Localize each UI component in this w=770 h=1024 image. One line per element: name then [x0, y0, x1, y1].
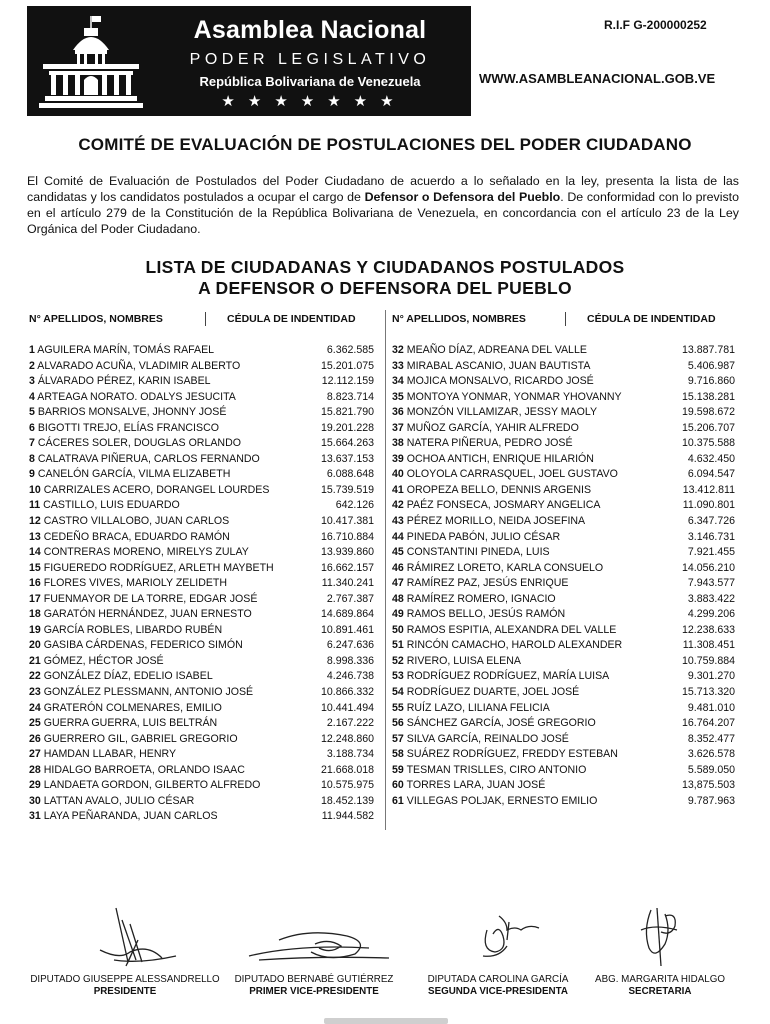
candidate-number: 35 [392, 390, 404, 403]
candidate-number: 41 [392, 483, 404, 496]
candidate-row [392, 374, 735, 390]
candidate-id-number: 8.352.477 [687, 732, 735, 745]
candidate-id-number: 13.939.860 [320, 546, 374, 559]
candidate-id-number: 10.759.884 [681, 654, 735, 667]
candidate-row [29, 809, 374, 825]
candidate-number: 15 [29, 561, 41, 574]
candidate-row [392, 436, 735, 452]
candidate-number: 45 [392, 546, 404, 559]
candidate-id-number: 10.866.332 [320, 686, 374, 699]
candidate-id-number: 9.481.010 [687, 701, 735, 714]
candidate-number: 11 [29, 499, 41, 512]
candidate-row [29, 747, 374, 763]
candidate-name: RODRÍGUEZ RODRÍGUEZ, MARÍA LUISA [406, 670, 610, 683]
candidate-name: RAMÍREZ PAZ, JESÚS ENRIQUE [406, 577, 569, 590]
candidate-name: LANDAETA GORDON, GILBERTO ALFREDO [43, 779, 261, 792]
candidate-row [392, 763, 735, 779]
candidate-row [29, 452, 374, 468]
candidate-number: 8 [29, 452, 35, 465]
candidate-id-number: 11.308.451 [682, 639, 735, 652]
candidate-id-number: 3.146.731 [687, 530, 735, 543]
candidate-row [29, 514, 374, 530]
candidate-row [392, 467, 735, 483]
candidate-name: CONSTANTINI PINEDA, LUIS [406, 546, 550, 559]
candidate-id-number: 15.739.519 [320, 483, 374, 496]
candidate-list-right [392, 343, 735, 809]
candidate-id-number: 10.375.588 [681, 437, 735, 450]
candidate-id-number: 15.713.320 [681, 686, 735, 699]
signer-role: SECRETARIA [628, 986, 692, 997]
candidate-name: CARRIZALES ACERO, DORANGEL LOURDES [43, 483, 270, 496]
intro-text: El Comité de Evaluación de Postulados del Poder Ciudadano de acuerdo a lo señalado en la ley, presenta la lista de las candidatas y los candidatos postulados a ocupar el cargo de [27, 174, 739, 204]
candidate-id-number: 6.247.636 [326, 639, 374, 652]
header-separator [205, 312, 206, 326]
candidate-name: RAMOS ESPITIA, ALEXANDRA DEL VALLE [406, 623, 617, 636]
candidate-row [392, 685, 735, 701]
candidate-number: 47 [392, 577, 404, 590]
candidate-row [29, 654, 374, 670]
candidate-row [29, 498, 374, 514]
website-url: WWW.ASAMBLEANACIONAL.GOB.VE [479, 71, 716, 86]
candidate-id-number: 7.943.577 [687, 577, 735, 590]
candidate-row [392, 747, 735, 763]
candidate-id-number: 2.767.387 [326, 592, 374, 605]
candidate-name: MONZÓN VILLAMIZAR, JESSY MAOLY [406, 406, 598, 419]
candidate-row [392, 778, 735, 794]
candidate-number: 16 [29, 577, 41, 590]
candidate-name: CEDEÑO BRACA, EDUARDO RAMÓN [43, 530, 230, 543]
candidate-row [29, 607, 374, 623]
candidate-number: 22 [29, 670, 41, 683]
candidate-number: 12 [29, 515, 41, 528]
candidate-name: CONTRERAS MORENO, MIRELYS ZULAY [43, 546, 249, 559]
candidate-name: PÉREZ MORILLO, NEIDA JOSEFINA [406, 515, 586, 528]
candidate-number: 48 [392, 592, 404, 605]
signer-role: PRIMER VICE-PRESIDENTE [249, 986, 379, 997]
candidate-id-number: 15.821.790 [320, 406, 374, 419]
candidate-row [29, 638, 374, 654]
candidate-number: 42 [392, 499, 404, 512]
candidate-id-number: 9.716.860 [687, 375, 735, 388]
candidate-row [392, 576, 735, 592]
candidate-row [392, 421, 735, 437]
id-header: CÉDULA DE INDENTIDAD [227, 313, 356, 325]
candidate-row [392, 638, 735, 654]
candidate-name: GUERRA GUERRA, LUIS BELTRÁN [43, 717, 218, 730]
header-separator [565, 312, 566, 326]
candidate-name: ÁLVARADO PÉREZ, KARIN ISABEL [37, 375, 211, 388]
candidate-number: 25 [29, 717, 41, 730]
candidate-row [392, 794, 735, 810]
candidate-id-number: 16.710.884 [320, 530, 374, 543]
candidate-id-number: 6.347.726 [687, 515, 735, 528]
candidate-number: 4 [29, 390, 35, 403]
candidate-number: 18 [29, 608, 41, 621]
candidate-name: RÁMIREZ LORETO, KARLA CONSUELO [406, 561, 604, 574]
candidate-name: SILVA GARCÍA, REINALDO JOSÉ [406, 732, 569, 745]
candidate-number: 28 [29, 763, 41, 776]
candidate-id-number: 4.632.450 [687, 452, 735, 465]
candidate-name: MOJICA MONSALVO, RICARDO JOSÉ [406, 375, 594, 388]
candidate-name: HAMDAN LLABAR, HENRY [43, 748, 177, 761]
candidate-name: CASTRO VILLALOBO, JUAN CARLOS [43, 515, 230, 528]
candidate-name: GONZÁLEZ PLESSMANN, ANTONIO JOSÉ [43, 686, 254, 699]
candidate-id-number: 12.248.860 [320, 732, 374, 745]
candidate-id-number: 19.201.228 [320, 421, 374, 434]
candidate-name: OROPEZA BELLO, DENNIS ARGENIS [406, 483, 592, 496]
column-header-left [29, 313, 374, 327]
candidate-id-number: 15.664.263 [320, 437, 374, 450]
candidate-row [29, 685, 374, 701]
signer-role: SEGUNDA VICE-PRESIDENTA [428, 986, 568, 997]
candidate-id-number: 16.662.157 [320, 561, 374, 574]
stars-decoration: ★★★★★★★ [221, 93, 407, 110]
candidate-row [29, 592, 374, 608]
candidate-name: MUÑOZ GARCÍA, YAHIR ALFREDO [406, 421, 579, 434]
candidate-row [392, 669, 735, 685]
candidate-row [29, 576, 374, 592]
candidate-name: TESMAN TRISLLES, CIRO ANTONIO [406, 763, 587, 776]
candidate-name: NATERA PIÑERUA, PEDRO JOSÉ [406, 437, 573, 450]
candidate-id-number: 13.637.153 [320, 452, 374, 465]
candidate-id-number: 6.094.547 [687, 468, 735, 481]
candidate-name: GASIBA CÁRDENAS, FEDERICO SIMÓN [43, 639, 243, 652]
candidate-name: GONZÁLEZ DÍAZ, EDELIO ISABEL [43, 670, 213, 683]
signer-name: DIPUTADO GIUSEPPE ALESSANDRELLO [30, 974, 220, 985]
candidate-row [29, 794, 374, 810]
candidate-row [29, 732, 374, 748]
candidate-name: RIVERO, LUISA ELENA [406, 654, 521, 667]
candidate-number: 29 [29, 779, 41, 792]
candidate-number: 39 [392, 452, 404, 465]
id-header: CÉDULA DE INDENTIDAD [587, 313, 716, 325]
candidate-id-number: 3.626.578 [687, 748, 735, 761]
names-header: N° APELLIDOS, NOMBRES [392, 313, 526, 325]
capitol-building-icon [37, 12, 145, 110]
candidate-name: VILLEGAS POLJAK, ERNESTO EMILIO [406, 794, 598, 807]
list-title [0, 257, 770, 299]
candidate-id-number: 6.088.648 [326, 468, 374, 481]
candidate-number: 40 [392, 468, 404, 481]
candidate-id-number: 11.090.801 [682, 499, 735, 512]
document-title: COMITÉ DE EVALUACIÓN DE POSTULACIONES DEL PODER CIUDADANO [78, 135, 692, 154]
candidate-name: RAMOS BELLO, JESÚS RAMÓN [406, 608, 566, 621]
candidate-row [392, 514, 735, 530]
candidate-name: RAMÍREZ ROMERO, IGNACIO [406, 592, 556, 605]
candidate-id-number: 3.188.734 [326, 748, 374, 761]
candidate-id-number: 13.412.811 [682, 483, 735, 496]
candidate-number: 14 [29, 546, 41, 559]
candidate-number: 7 [29, 437, 35, 450]
candidate-id-number: 9.301.270 [687, 670, 735, 683]
candidate-number: 37 [392, 421, 404, 434]
letterhead-banner [27, 6, 471, 116]
candidate-id-number: 11.944.582 [321, 810, 374, 823]
candidate-id-number: 21.668.018 [320, 763, 374, 776]
candidate-name: RUÍZ LAZO, LILIANA FELICIA [406, 701, 550, 714]
candidate-number: 10 [29, 483, 41, 496]
candidate-row [392, 405, 735, 421]
candidate-number: 59 [392, 763, 404, 776]
candidate-number: 34 [392, 375, 404, 388]
candidate-number: 49 [392, 608, 404, 621]
candidate-row [392, 359, 735, 375]
candidate-row [392, 701, 735, 717]
candidate-id-number: 13.887.781 [681, 344, 735, 356]
candidate-number: 60 [392, 779, 404, 792]
candidate-name: PINEDA PABÓN, JULIO CÉSAR [406, 530, 561, 543]
candidate-name: BIGOTTI TREJO, ELÍAS FRANCISCO [37, 421, 219, 434]
candidate-number: 27 [29, 748, 41, 761]
candidate-number: 33 [392, 359, 404, 372]
candidate-name: TORRES LARA, JUAN JOSÉ [406, 779, 546, 792]
candidate-number: 57 [392, 732, 404, 745]
candidate-id-number: 9.787.963 [687, 794, 735, 807]
candidate-row [29, 405, 374, 421]
candidate-number: 61 [392, 794, 404, 807]
intro-position-highlight: Defensor o Defensora del Pueblo [364, 190, 561, 204]
candidate-number: 58 [392, 748, 404, 761]
signer-name: DIPUTADA CAROLINA GARCÍA [427, 974, 569, 985]
candidate-id-number: 15.206.707 [681, 421, 735, 434]
candidate-name: CANELÓN GARCÍA, VILMA ELIZABETH [37, 468, 231, 481]
candidate-number: 13 [29, 530, 41, 543]
candidate-name: ALVARADO ACUÑA, VLADIMIR ALBERTO [37, 359, 241, 372]
signer-name: DIPUTADO BERNABÉ GUTIÉRREZ [234, 974, 394, 985]
candidate-row [392, 716, 735, 732]
candidate-id-number: 5.589.050 [687, 763, 735, 776]
candidate-number: 21 [29, 654, 41, 667]
list-title-line-1: LISTA DE CIUDADANAS Y CIUDADANOS POSTULADOS [145, 257, 625, 277]
candidate-name: FIGUEREDO RODRÍGUEZ, ARLETH MAYBETH [43, 561, 274, 574]
candidate-row [392, 561, 735, 577]
candidate-name: FLORES VIVES, MARIOLY ZELIDETH [43, 577, 228, 590]
candidate-row [29, 467, 374, 483]
candidate-name: SÁNCHEZ GARCÍA, JOSÉ GREGORIO [406, 717, 596, 730]
candidate-number: 55 [392, 701, 404, 714]
candidate-name: OCHOA ANTICH, ENRIQUE HILARIÓN [406, 452, 594, 465]
candidate-row [29, 778, 374, 794]
candidate-name: MIRABAL ASCANIO, JUAN BAUTISTA [406, 359, 591, 372]
organization-country: República Bolivariana de Venezuela [199, 74, 421, 89]
candidate-name: CASTILLO, LUIS EDUARDO [43, 499, 180, 512]
candidate-row [29, 421, 374, 437]
candidate-name: ARTEAGA NORATO. ODALYS JESUCITA [37, 390, 236, 403]
candidate-id-number: 642.126 [335, 499, 374, 512]
candidate-id-number: 7.921.455 [687, 546, 735, 559]
candidate-number: 26 [29, 732, 41, 745]
candidate-name: CALATRAVA PIÑERUA, CARLOS FERNANDO [37, 452, 260, 465]
candidate-name: GRATERÓN COLMENARES, EMILIO [43, 701, 222, 714]
handwritten-signature-icon [565, 900, 755, 972]
candidate-row [392, 732, 735, 748]
signature-block-first-vice-president [219, 900, 409, 1000]
candidate-name: GARCÍA ROBLES, LIBARDO RUBÉN [43, 623, 223, 636]
candidate-row [392, 545, 735, 561]
signer-role: PRESIDENTE [93, 986, 157, 997]
candidate-name: RODRÍGUEZ DUARTE, JOEL JOSÉ [406, 686, 580, 699]
candidate-number: 3 [29, 375, 35, 388]
candidate-id-number: 3.883.422 [687, 592, 735, 605]
candidate-number: 52 [392, 654, 404, 667]
candidate-number: 38 [392, 437, 404, 450]
candidate-row [392, 607, 735, 623]
candidate-row [29, 483, 374, 499]
rif-number: R.I.F G-200000252 [604, 18, 707, 32]
intro-paragraph [27, 173, 739, 237]
candidate-row [392, 592, 735, 608]
candidate-row [29, 390, 374, 406]
signature-block-secretary [565, 900, 755, 1000]
candidate-number: 6 [29, 421, 35, 434]
candidate-number: 32 [392, 344, 404, 356]
candidate-number: 17 [29, 592, 41, 605]
candidate-number: 31 [29, 810, 41, 823]
candidate-id-number: 10.417.381 [320, 515, 374, 528]
candidate-row [392, 390, 735, 406]
candidate-id-number: 16.764.207 [681, 717, 735, 730]
candidate-id-number: 2.167.222 [326, 717, 374, 730]
candidate-row [29, 623, 374, 639]
candidate-number: 56 [392, 717, 404, 730]
candidate-number: 24 [29, 701, 41, 714]
candidate-id-number: 15.138.281 [681, 390, 735, 403]
candidate-row [392, 530, 735, 546]
candidate-number: 23 [29, 686, 41, 699]
candidate-number: 19 [29, 623, 41, 636]
candidate-row [392, 623, 735, 639]
candidate-name: LATTAN AVALO, JULIO CÉSAR [43, 794, 195, 807]
candidate-number: 2 [29, 359, 35, 372]
candidate-name: FUENMAYOR DE LA TORRE, EDGAR JOSÉ [43, 592, 258, 605]
column-divider [385, 310, 386, 830]
candidate-number: 46 [392, 561, 404, 574]
home-indicator-bar [324, 1018, 448, 1024]
list-title-line-2: A DEFENSOR O DEFENSORA DEL PUEBLO [198, 278, 572, 298]
candidate-number: 20 [29, 639, 41, 652]
candidate-number: 43 [392, 515, 404, 528]
candidate-id-number: 8.998.336 [326, 654, 374, 667]
candidate-number: 30 [29, 794, 41, 807]
candidate-number: 36 [392, 406, 404, 419]
candidate-row [29, 359, 374, 375]
candidate-id-number: 8.823.714 [326, 390, 374, 403]
names-header: N° APELLIDOS, NOMBRES [29, 313, 163, 325]
handwritten-signature-icon [219, 900, 409, 972]
candidate-number: 9 [29, 468, 35, 481]
candidate-id-number: 10.575.975 [320, 779, 374, 792]
candidate-id-number: 4.299.206 [687, 608, 735, 621]
candidate-row [392, 654, 735, 670]
candidate-row [29, 436, 374, 452]
candidate-name: GUERRERO GIL, GABRIEL GREGORIO [43, 732, 238, 745]
candidate-id-number: 4.246.738 [326, 670, 374, 683]
candidate-row [392, 498, 735, 514]
candidate-row [392, 483, 735, 499]
handwritten-signature-icon [30, 900, 220, 972]
candidate-id-number: 13,875.503 [681, 779, 735, 792]
candidate-name: BARRIOS MONSALVE, JHONNY JOSÉ [37, 406, 227, 419]
candidate-number: 5 [29, 406, 35, 419]
candidate-name: LAYA PEÑARANDA, JUAN CARLOS [43, 810, 218, 823]
candidate-id-number: 6.362.585 [326, 344, 374, 356]
organization-name: Asamblea Nacional [193, 16, 427, 44]
candidate-name: MEAÑO DÍAZ, ADREANA DEL VALLE [406, 344, 587, 356]
candidate-number: 50 [392, 623, 404, 636]
candidate-row [29, 343, 374, 359]
candidate-name: HIDALGO BARROETA, ORLANDO ISAAC [43, 763, 245, 776]
candidate-number: 54 [392, 686, 404, 699]
candidate-row [29, 545, 374, 561]
candidate-list-left [29, 343, 374, 825]
candidate-id-number: 10.441.494 [320, 701, 374, 714]
candidate-id-number: 15.201.075 [320, 359, 374, 372]
candidate-row [392, 452, 735, 468]
candidate-name: AGUILERA MARÍN, TOMÁS RAFAEL [37, 344, 215, 356]
candidate-id-number: 18.452.139 [320, 794, 374, 807]
candidate-name: GARATÓN HERNÁNDEZ, JUAN ERNESTO [43, 608, 252, 621]
candidate-id-number: 14.056.210 [681, 561, 735, 574]
candidate-row [29, 530, 374, 546]
signer-name: ABG. MARGARITA HIDALGO [595, 974, 725, 985]
candidate-name: SUÁREZ RODRÍGUEZ, FREDDY ESTEBAN [406, 748, 618, 761]
candidate-name: RINCÓN CAMACHO, HAROLD ALEXANDER [406, 639, 623, 652]
candidate-row [29, 763, 374, 779]
candidate-number: 51 [392, 639, 404, 652]
candidate-id-number: 12.238.633 [681, 623, 735, 636]
candidate-name: PAÉZ FONSECA, JOSMARY ANGELICA [406, 499, 601, 512]
candidate-row [29, 701, 374, 717]
candidate-name: MONTOYA YONMAR, YONMAR YHOVANNY [406, 390, 622, 403]
candidate-number: 44 [392, 530, 404, 543]
candidate-row [29, 561, 374, 577]
candidate-id-number: 11.340.241 [321, 577, 374, 590]
candidate-number: 53 [392, 670, 404, 683]
organization-branch: PODER LEGISLATIVO [189, 51, 431, 68]
candidate-number: 1 [29, 344, 35, 356]
candidate-row [29, 374, 374, 390]
candidate-id-number: 12.112.159 [321, 375, 374, 388]
signature-block-president [30, 900, 220, 1000]
candidate-row [29, 669, 374, 685]
candidate-row [29, 716, 374, 732]
column-header-right [392, 313, 735, 327]
candidate-id-number: 10.891.461 [320, 623, 374, 636]
candidate-name: CÁCERES SOLER, DOUGLAS ORLANDO [37, 437, 241, 450]
candidate-id-number: 14.689.864 [320, 608, 374, 621]
candidate-name: GÓMEZ, HÉCTOR JOSÉ [43, 654, 164, 667]
candidate-id-number: 19.598.672 [681, 406, 735, 419]
candidate-row [392, 343, 735, 359]
candidate-id-number: 5.406.987 [687, 359, 735, 372]
candidate-name: OLOYOLA CARRASQUEL, JOEL GUSTAVO [406, 468, 618, 481]
intro-text-end: . De conformidad con lo previsto en el artículo 279 de la Constitución de la República Bolivariana de Venezuela, en concordancia con el artículo 23 de la Ley Orgánica del Poder Ciudadano. [27, 190, 740, 236]
